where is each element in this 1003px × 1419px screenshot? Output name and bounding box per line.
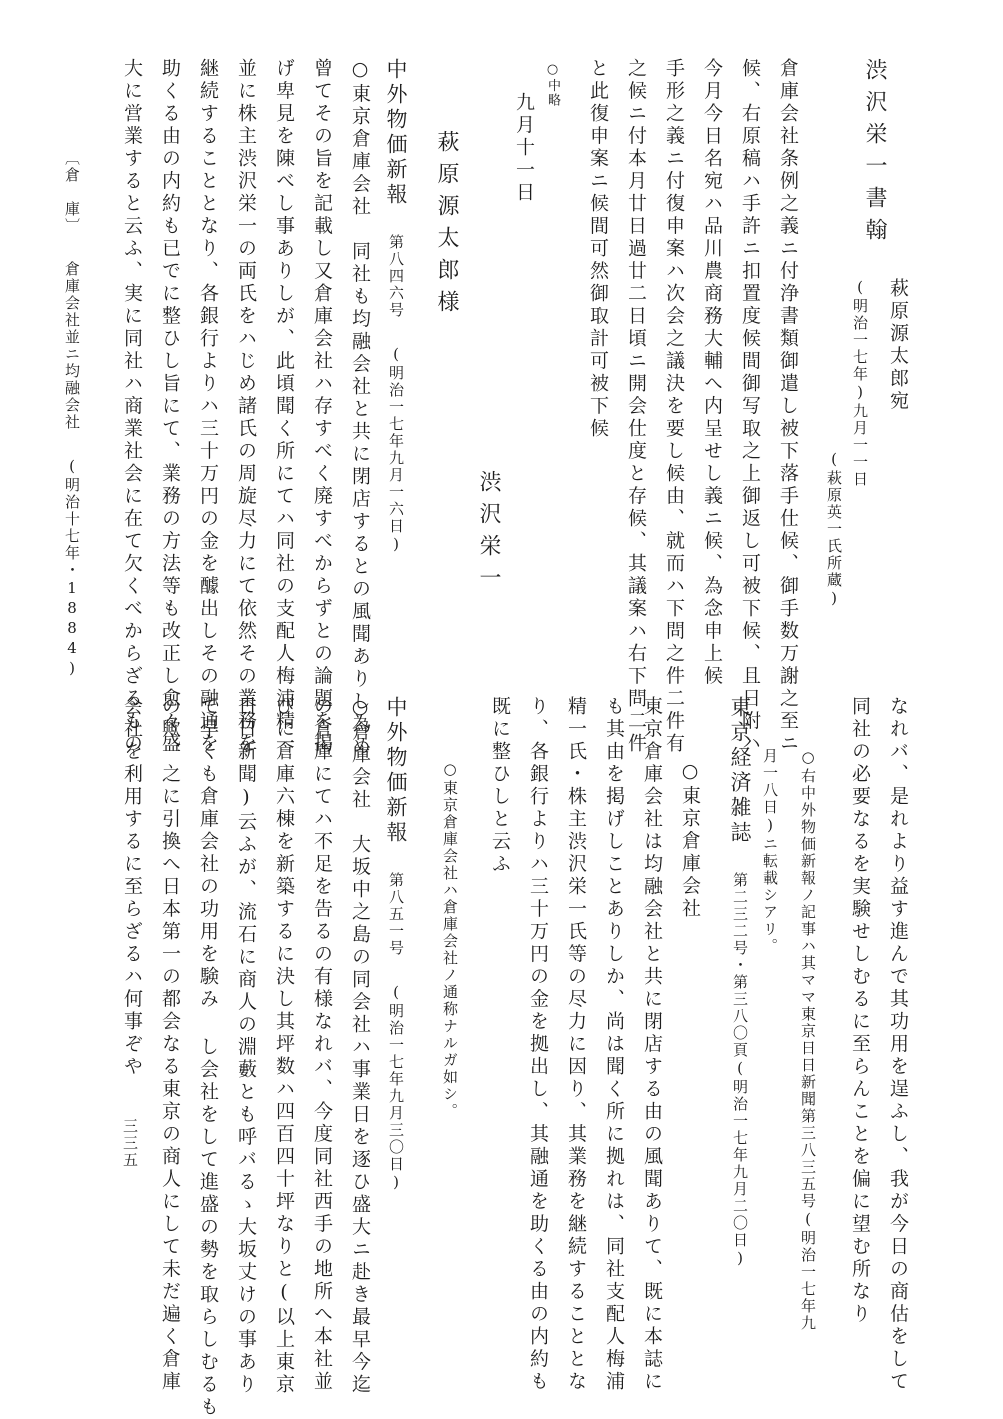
- chugai-line: 並に株主渋沢栄一の両氏をハじめ諸氏の周旋尽力にて依然その業務を: [235, 58, 257, 756]
- chugai2-date: (明治一七年九月三〇日): [387, 983, 405, 1193]
- chugai-body: [113, 58, 379, 759]
- chugai-line: 助くる由の内約も已でに整ひし旨にて、業務の方法等も改正し愈々盛: [159, 58, 181, 756]
- letter-line: 今月今日名宛ハ品川農商務大輔へ内呈せし義ニ候、為念申上候: [701, 58, 723, 688]
- continuation-line: 同社の必要なるを実験せしむるに至らんことを偏に望む所なり: [849, 696, 871, 1326]
- keizai-line: 東京倉庫会社は均融会社と共に閉店する由の風聞ありて、既に本誌に: [641, 696, 663, 1394]
- letter-title: 渋沢栄一書翰: [862, 58, 887, 250]
- chugai-line: げ卑見を陳べし事ありしが、此頃聞く所にてハ同社の支配人梅浦精一: [273, 58, 295, 756]
- letter-addressee: 萩原源太郎様: [434, 130, 459, 322]
- chugai2-line: の歟、之に引換へ日本第一の都会なる東京の商人にして未だ遍く倉庫: [159, 696, 181, 1394]
- reprint-note: [751, 748, 827, 1332]
- letter-line: 候、右原稿ハ手許ニ扣置度候間御写取之上御返し可被下候、且日附ハ: [739, 58, 761, 756]
- collection-note: (萩原英一氏所蔵): [825, 450, 843, 609]
- chugai-issue: 第八四六号: [387, 234, 405, 319]
- letter-line: 倉庫会社条例之義ニ付浄書類御遣し被下落手仕候、御手数万謝之至ニ: [777, 58, 799, 756]
- chugai2-line: 会社を利用するに至らざるハ何事ぞや: [121, 696, 143, 1079]
- letter-line: 之候ニ付本月廿日過廿二日頃ニ開会仕度と存候、其議案ハ右下問二件: [625, 58, 647, 756]
- keizai-article-heading: ○東京倉庫会社: [679, 760, 701, 921]
- chugai-line: ○東京倉庫会社 同社も均融会社と共に閉店するとの風聞ありし為め: [349, 58, 371, 759]
- keizai-issue: 第二三二号・第三八〇頁: [731, 872, 749, 1059]
- letter-line: 手形之義ニ付復申案ハ次会之議決を要し候由、就而ハ下問之件二件有: [663, 58, 685, 756]
- letter-header-date: (明治一七年)九月一一日: [851, 278, 869, 488]
- chugai-header: [377, 58, 415, 555]
- letter-sender: 渋沢栄一: [476, 470, 501, 598]
- keizai-line: 精一氏・株主渋沢栄一氏等の尽力に因り、其業務を継続することとな: [565, 696, 587, 1394]
- chugai2-line: ○倉庫会社 大坂中之島の同会社ハ事業日を逐ひ盛大ニ赴き最早今迄: [349, 696, 371, 1397]
- keizai-title: 東京経済雑誌: [728, 696, 752, 846]
- reprint-note-line: 月一八日)ニ転載シアリ。: [761, 748, 779, 955]
- keizai-body: [481, 696, 671, 1394]
- keizai-line: も其由を掲げしことありしか、尚は聞く所に拠れは、同社支配人梅浦: [603, 696, 625, 1394]
- chugai2-title: 中外物価新報: [384, 696, 408, 846]
- section-running-header: [53, 150, 91, 679]
- section-year: (明治十七年・1884): [63, 457, 81, 679]
- letter-line: と此復申案ニ候間可然御取計可被下候: [587, 58, 609, 441]
- chugai2-line: びに倉庫六棟を新築するに決し其坪数ハ四百四十坪なりと(以上東京: [273, 696, 295, 1397]
- keizai-line: り、各銀行よりハ三十万円の金を拠出し、其融通を助くる由の内約も: [527, 696, 549, 1394]
- chugai2-issue: 第八五一号: [387, 872, 405, 957]
- chugai2-line: の倉庫にてハ不足を告るの有様なれバ、今度同社西手の地所へ本社並: [311, 696, 333, 1394]
- section-label: 〔倉 庫〕: [63, 150, 81, 235]
- keizai-line: 既に整ひしと云ふ: [489, 696, 511, 876]
- section-title: 倉庫会社並ニ均融会社: [63, 261, 81, 431]
- chugai2-line: て早くも倉庫会社の功用を験み し会社をして進盛の勢を取らしむるも: [197, 696, 219, 1419]
- keizai-note: ○東京倉庫会社ハ倉庫会社ノ通称ナルガ如シ。: [441, 760, 459, 1120]
- chugai2-body: [113, 696, 379, 1419]
- chugai2-header: [377, 696, 415, 1193]
- keizai-date: (明治一七年九月二〇日): [731, 1059, 749, 1269]
- letter-recipient: 萩原源太郎宛: [887, 278, 909, 413]
- chugai-date: (明治一七年九月一六日): [387, 345, 405, 555]
- reprint-note-line: ○右中外物価新報ノ記事ハ其ママ東京日日新聞第三八三五号(明治一七年九: [799, 748, 817, 1332]
- chugai-line: 継続することとなり、各銀行よりハ三十万円の金を醵出しその融通を: [197, 58, 219, 756]
- page-number: 三三五: [121, 1118, 139, 1169]
- chugai-continuation: [841, 696, 917, 1394]
- keizai-header: [721, 696, 759, 1269]
- chugai-line: 大に営業すると云ふ、実に同社ハ商業社会に在て欠くべからざるもの: [121, 58, 143, 756]
- continuation-line: なれバ、是れより益す進んで其功用を逞ふし、我が今日の商估をして: [887, 696, 909, 1394]
- omission-note: ○中略: [545, 62, 560, 108]
- chugai-line: 曾てその旨を記載し又倉庫会社ハ存すべく廃すべからずとの論題を掲: [311, 58, 333, 756]
- chugai-title: 中外物価新報: [384, 58, 408, 208]
- letter-date: 九月十一日: [513, 92, 535, 205]
- letter-body: [579, 58, 807, 756]
- chugai2-line: 日日新聞)云ふが、流石に商人の淵藪とも呼バるゝ大坂丈けの事あり: [235, 696, 257, 1397]
